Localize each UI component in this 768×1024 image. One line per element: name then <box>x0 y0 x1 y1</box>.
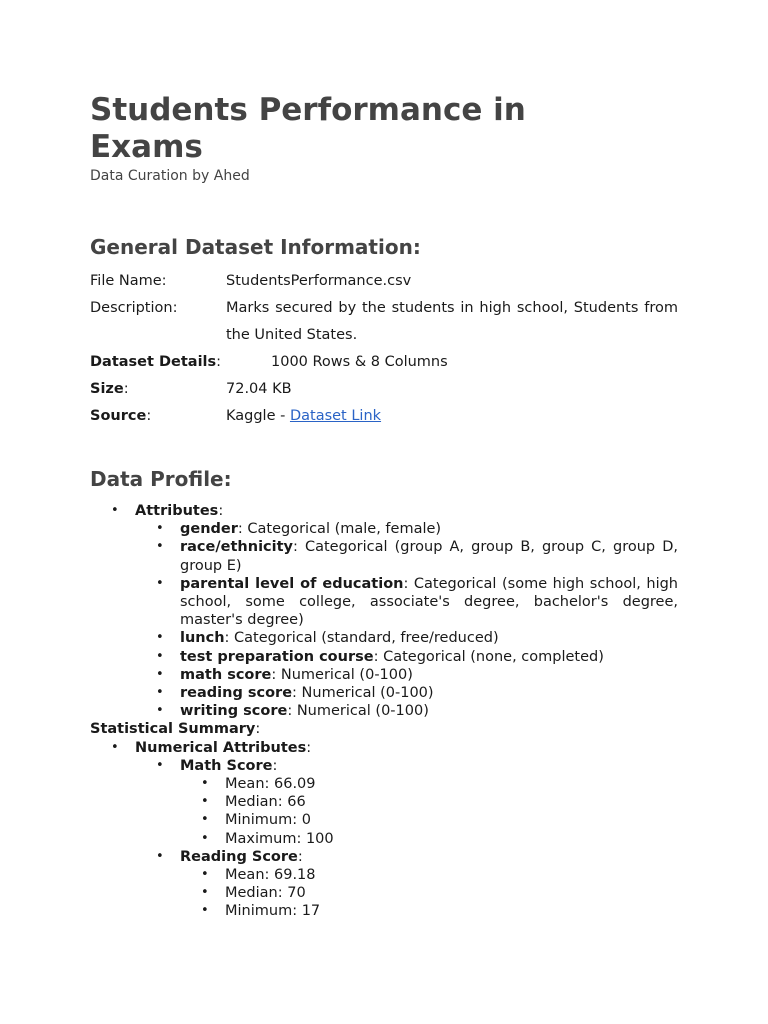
document-page <box>90 92 678 921</box>
attribute-item: • parental level of education: Categorical (some high school, high school, some college, associate's degree, bachelor's degree, master's degree) <box>180 575 678 630</box>
size-label: Size: <box>90 381 129 397</box>
dataset-details-value: 1000 Rows & 8 Columns <box>271 354 448 370</box>
description-value: Marks secured by the students in high school, Students from the United States. <box>226 300 678 343</box>
attribute-item: • test preparation course: Categorical (none, completed) <box>180 648 678 666</box>
numerical-score-list <box>135 757 678 921</box>
math-stat-item: • Minimum: 0 <box>225 811 678 829</box>
size-row <box>90 376 678 403</box>
reading-stat-item: • Median: 70 <box>225 884 678 902</box>
statistical-summary-label: Statistical Summary: <box>90 721 261 738</box>
document-subtitle: Data Curation by Ahed <box>90 168 250 184</box>
attribute-item: • writing score: Numerical (0-100) <box>180 702 678 720</box>
math-stat-item: • Mean: 66.09 <box>225 775 678 793</box>
description-row <box>90 295 678 349</box>
dataset-details-row <box>90 349 678 376</box>
data-profile-content <box>90 502 678 921</box>
source-row <box>90 403 678 430</box>
attribute-item: • race/ethnicity: Categorical (group A, group B, group C, group D, group E) <box>180 538 678 574</box>
size-value: 72.04 KB <box>226 381 292 397</box>
math-score-item: • Math Score: • Mean: 66.09 • Median: 66 • Minimum: 0 • Maximum: 100 <box>180 757 678 848</box>
math-stats-list <box>180 775 678 848</box>
numerical-attributes-item: • Numerical Attributes: • Math Score: • Mean: 66.09 • Median: 66 • Minimum: 0 • Maximum: 100 • Reading Score: • Mean: 69.18 • Median: 70 • Minimum: 17 <box>135 739 678 921</box>
dataset-link[interactable]: Dataset Link <box>289 408 382 424</box>
data-profile-heading: Data Profile: <box>90 467 232 491</box>
attributes-list <box>90 502 678 720</box>
math-stat-item: • Maximum: 100 <box>225 830 678 848</box>
attribute-sublist <box>135 520 678 720</box>
attribute-item: • math score: Numerical (0-100) <box>180 666 678 684</box>
numerical-attributes-list <box>90 739 678 921</box>
reading-score-item: • Reading Score: • Mean: 69.18 • Median: 70 • Minimum: 17 <box>180 848 678 921</box>
attributes-item: • Attributes: • gender: Categorical (male, female) • race/ethnicity: Categorical (group A, group B, group C, group D, group E) • parental level of education: Categorical (some high school, high school, some college, associate's degree, bachelor's degree, master's degree) • lunch: Categorical (standard, free/reduced) • test preparation course: Categorical (none, completed) • math score: Numerical (0-100) • reading score: Numerical (0-100) • writing score: Numerical (0-100) <box>135 502 678 720</box>
reading-stats-list <box>180 866 678 921</box>
source-label: Source: <box>90 408 152 424</box>
general-info-table <box>90 268 678 430</box>
math-stat-item: • Median: 66 <box>225 793 678 811</box>
file-name-row <box>90 268 678 295</box>
document-title: Students Performance in Exams <box>90 92 526 165</box>
dataset-details-label: Dataset Details: <box>90 354 222 370</box>
description-label: Description: <box>90 300 178 316</box>
attribute-item: • reading score: Numerical (0-100) <box>180 684 678 702</box>
general-info-heading: General Dataset Information: <box>90 235 421 259</box>
file-name-label: File Name: <box>90 273 167 289</box>
source-value: Kaggle - Dataset Link <box>226 408 382 424</box>
attribute-item: • gender: Categorical (male, female) <box>180 520 678 538</box>
attribute-item: • lunch: Categorical (standard, free/reduced) <box>180 629 678 647</box>
reading-stat-item: • Mean: 69.18 <box>225 866 678 884</box>
reading-stat-item: • Minimum: 17 <box>225 902 678 920</box>
file-name-value: StudentsPerformance.csv <box>226 273 412 289</box>
